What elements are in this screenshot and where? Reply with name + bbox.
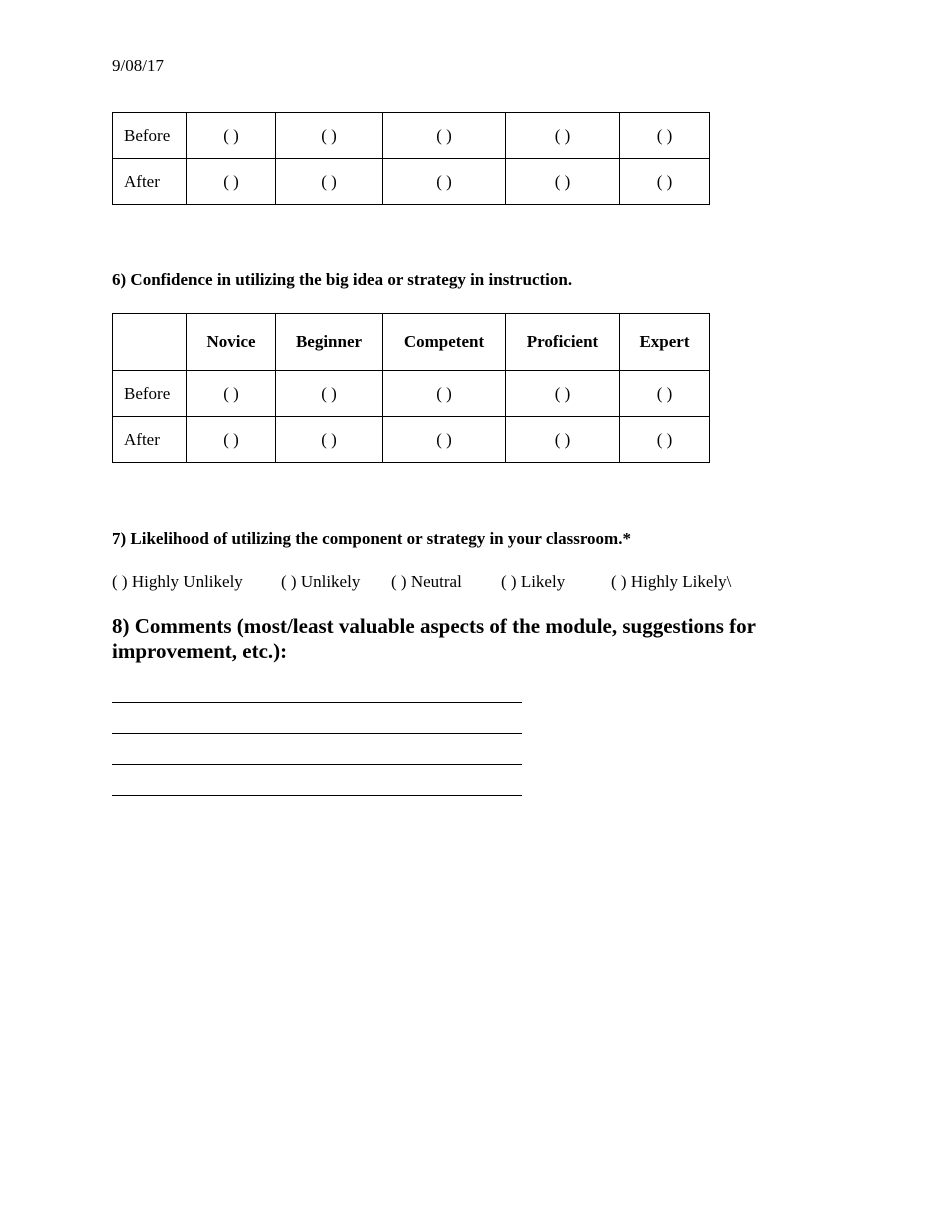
row-label: After [113,159,187,205]
radio-option[interactable]: ( ) [506,159,620,205]
column-header-proficient: Proficient [506,314,620,371]
radio-option[interactable]: ( ) [276,113,383,159]
table-row-before [113,371,710,417]
comment-answer-line[interactable] [112,764,522,765]
table-row-before [113,113,710,159]
radio-option[interactable]: ( ) [620,113,710,159]
radio-option[interactable]: ( ) [506,417,620,463]
row-label: Before [113,113,187,159]
radio-option[interactable]: ( ) [276,417,383,463]
rating-table-top [112,112,710,205]
radio-option[interactable]: ( ) [620,417,710,463]
radio-option[interactable]: ( ) [276,159,383,205]
option-likely[interactable]: ( ) Likely [501,572,566,591]
table-row-after [113,417,710,463]
radio-option[interactable]: ( ) [276,371,383,417]
option-unlikely[interactable]: ( ) Unlikely [281,572,361,591]
radio-option[interactable]: ( ) [187,417,276,463]
radio-option[interactable]: ( ) [506,371,620,417]
document-date: 9/08/17 [112,56,164,75]
question-6-heading: 6) Confidence in utilizing the big idea or strategy in instruction. [112,270,573,289]
option-highly-unlikely[interactable]: ( ) Highly Unlikely [112,572,243,591]
question-8-heading: 8) Comments (most/least valuable aspects of the module, suggestions for improvement, etc.): [112,614,756,663]
radio-option[interactable]: ( ) [383,113,506,159]
comment-answer-line[interactable] [112,733,522,734]
radio-option[interactable]: ( ) [383,159,506,205]
row-label: After [113,417,187,463]
radio-option[interactable]: ( ) [620,159,710,205]
radio-option[interactable]: ( ) [383,371,506,417]
column-header-expert: Expert [620,314,710,371]
option-neutral[interactable]: ( ) Neutral [391,572,462,591]
table-row-after [113,159,710,205]
row-label: Before [113,371,187,417]
comment-answer-line[interactable] [112,702,522,703]
table-header-row [113,314,710,371]
column-header-novice: Novice [187,314,276,371]
column-header-competent: Competent [383,314,506,371]
radio-option[interactable]: ( ) [383,417,506,463]
question-7-heading: 7) Likelihood of utilizing the component or strategy in your classroom.* [112,529,631,548]
radio-option[interactable]: ( ) [506,113,620,159]
rating-table-confidence [112,313,710,463]
comment-answer-line[interactable] [112,795,522,796]
radio-option[interactable]: ( ) [620,371,710,417]
option-highly-likely[interactable]: ( ) Highly Likely\ [611,572,732,591]
radio-option[interactable]: ( ) [187,113,276,159]
column-header-empty [113,314,187,371]
column-header-beginner: Beginner [276,314,383,371]
radio-option[interactable]: ( ) [187,159,276,205]
radio-option[interactable]: ( ) [187,371,276,417]
